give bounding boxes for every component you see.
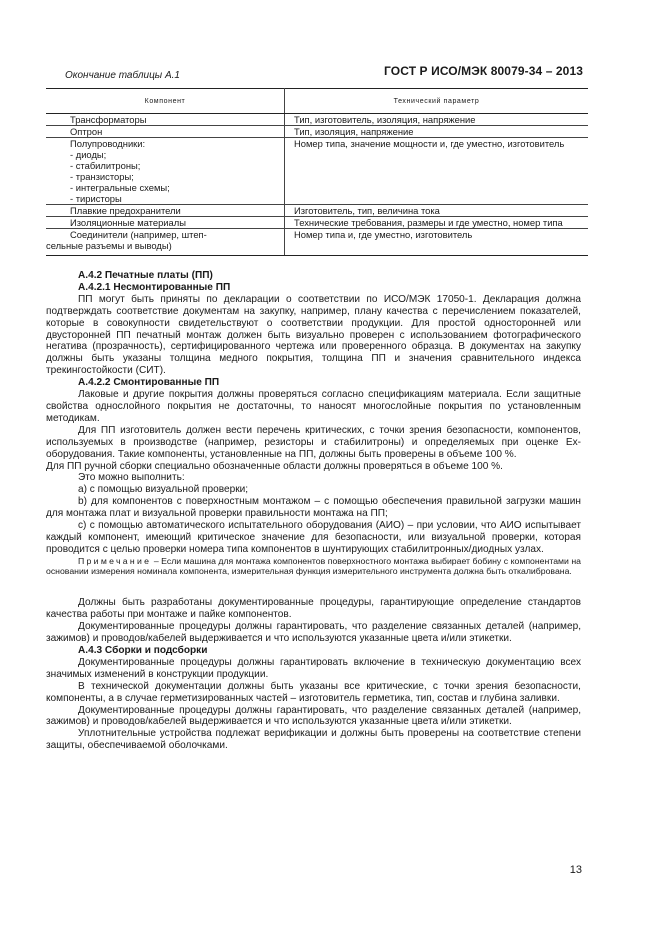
section-heading-a42: А.4.2 Печатные платы (ПП) bbox=[78, 270, 213, 281]
standard-designation: ГОСТ Р ИСО/МЭК 80079-34 – 2013 bbox=[384, 64, 583, 78]
section-heading-a421: А.4.2.1 Несмонтированные ПП bbox=[78, 281, 231, 293]
table-row bbox=[46, 229, 588, 256]
paragraph: Это можно выполнить: bbox=[78, 472, 185, 484]
component-line: - интегральные схемы; bbox=[70, 182, 170, 193]
component-line: Полупроводники: bbox=[70, 138, 146, 149]
paragraph: ПП могут быть приняты по декларации о соответствии по ИСО/МЭК 17050-1. Декларация должна подтверждать соответствие документам на закупку, например, плану качества с перечислением показателей, которые в совокупности свидетельствуют о соответствии продукции. Для простой односторонней или двусторонней ПП печатный монтаж должен быть визуально проверен с использованием фотографического негатива (прозрачность), сертифицированного чертежа или проверенного образца. В документах на закупку должны быть указаны толщина медного покрытия, толщина ПП и значения сравнительного индекса трекингостойкости (СИТ). bbox=[46, 293, 581, 377]
component-line: - транзисторы; bbox=[70, 171, 134, 182]
section-heading-a422: А.4.2.2 Смонтированные ПП bbox=[78, 377, 220, 389]
components-table bbox=[46, 88, 588, 256]
table-row bbox=[46, 114, 588, 126]
list-item: a) с помощью визуальной проверки; bbox=[78, 484, 249, 496]
paragraph: Для ПП изготовитель должен вести перечень критических, с точки зрения безопасности, компонентов, используемых в производстве (например, резисторы и стабилитроны) и определяемых при оценке Ex-оборудования. Такие компоненты, установленные на ПП, должны быть проверены в объеме 100 %. bbox=[46, 424, 581, 460]
component-cell bbox=[46, 138, 285, 205]
component-cell: Оптрон bbox=[46, 126, 285, 138]
component-line: - тиристоры bbox=[70, 193, 122, 204]
table-row bbox=[46, 138, 588, 205]
paragraph: Должны быть разработаны документированные процедуры, гарантирующие определение стандартов качества работы при монтаже и пайке компонентов. bbox=[46, 597, 581, 621]
page-number: 13 bbox=[569, 864, 582, 876]
component-cell: Трансформаторы bbox=[46, 114, 285, 126]
component-cell: Плавкие предохранители bbox=[46, 205, 285, 217]
component-line: сельные разъемы и выводы) bbox=[46, 240, 172, 251]
component-line: Соединители (например, штеп- bbox=[70, 229, 207, 240]
component-cell: Изоляционные материалы bbox=[46, 217, 285, 229]
table-row bbox=[46, 205, 588, 217]
spacer bbox=[46, 576, 581, 597]
parameter-cell: Тип, изоляция, напряжение bbox=[285, 126, 589, 138]
section-heading-a43: А.4.3 Сборки и подсборки bbox=[78, 644, 208, 656]
paragraph: Уплотнительные устройства подлежат верификации и должны быть проверены на соответствие степени защиты, обеспечиваемой оболочками. bbox=[46, 728, 581, 752]
list-item: b) для компонентов с поверхностным монтажом – с помощью обеспечения правильной загрузки машин для монтажа плат и визуальной проверки правильности монтажа на ПП; bbox=[46, 496, 581, 520]
table-row bbox=[46, 126, 588, 138]
note-label: Примечание bbox=[78, 555, 152, 566]
column-header-parameter: Технический параметр bbox=[285, 89, 589, 114]
body-text bbox=[46, 270, 581, 752]
paragraph: Документированные процедуры должны гарантировать включение в техническую документацию всех значимых изменений в конструкции продукции. bbox=[46, 656, 581, 680]
component-line: - диоды; bbox=[70, 149, 107, 160]
parameter-cell: Номер типа, значение мощности и, где уместно, изготовитель bbox=[285, 138, 589, 205]
paragraph: Документированные процедуры должны гарантировать, что разделение связанных деталей (например, зажимов) и проводов/кабелей выдерживается и что используются указанные цвета и/или этикетки. bbox=[46, 621, 581, 645]
column-header-component: Компонент bbox=[46, 89, 285, 114]
table-caption: Окончание таблицы А.1 bbox=[65, 70, 180, 81]
paragraph: В технической документации должны быть указаны все критические, с точки зрения безопасности, компоненты, а в случае герметизированных частей – изготовитель герметика, тип, состав и глубина заливки. bbox=[46, 680, 581, 704]
parameter-cell: Номер типа и, где уместно, изготовитель bbox=[285, 229, 589, 256]
note bbox=[46, 556, 581, 577]
component-line: - стабилитроны; bbox=[70, 160, 141, 171]
list-item: c) с помощью автоматического испытательного оборудования (АИО) – при условии, что АИО испытывает каждый компонент, имеющий критическое значение для безопасности, или визуальной проверки, которая проводится с целью проверки номера типа компонентов в шунтирующих стабилитронных/диодных узлах. bbox=[46, 520, 581, 555]
parameter-cell: Тип, изготовитель, изоляция, напряжение bbox=[285, 114, 589, 126]
parameter-cell: Изготовитель, тип, величина тока bbox=[285, 205, 589, 217]
paragraph: Документированные процедуры должны гарантировать, что разделение связанных деталей (например, зажимов) и проводов/кабелей выдерживается и что используются указанные цвета и/или этикетки. bbox=[46, 704, 581, 728]
paragraph: Лаковые и другие покрытия должны проверяться согласно спецификациям материала. Если защитные свойства однослойного покрытия не достаточны, то наносят многослойные покрытия по установленным методикам. bbox=[46, 389, 581, 424]
note-text: – Если машина для монтажа компонентов поверхностного монтажа выбирает бобину с компонентами на основании измерения номинала компонента, измерительная функция измерительного инструмента должна быть откалибрована. bbox=[46, 555, 581, 577]
table-row bbox=[46, 217, 588, 229]
paragraph: Для ПП ручной сборки специально обозначенные области должны проверяться в объеме 100 %. bbox=[46, 460, 503, 472]
parameter-cell: Технические требования, размеры и где уместно, номер типа bbox=[285, 217, 589, 229]
component-cell bbox=[46, 229, 285, 256]
